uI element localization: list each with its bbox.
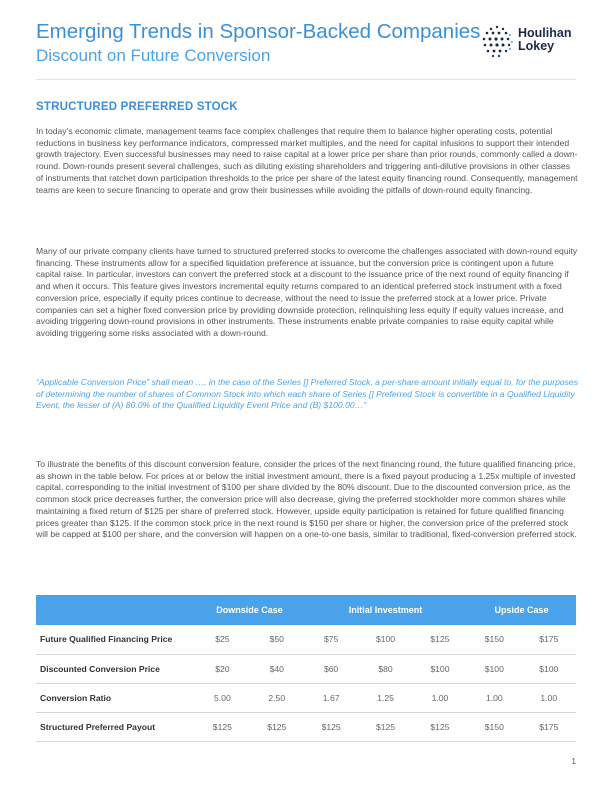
table-cell: $175: [539, 634, 559, 645]
table-cell: $50: [269, 634, 284, 645]
table-row: [36, 625, 576, 654]
table-cell: $150: [484, 721, 504, 732]
header-initial-investment: Initial Investment: [348, 604, 423, 615]
table-row: [36, 683, 576, 712]
table-cell: 1.00: [540, 692, 558, 703]
table-cell: $40: [269, 663, 284, 674]
table-cell: $125: [267, 721, 287, 732]
paragraph-intro: In today’s economic climate, management teams face complex challenges that require them to balance higher operating costs, potential reductions in business key performance indicators, compressed market multiples, and the need for capital infusions to support their intended growth trajectory. Even successful businesses may need to raise capital at a lower price per share than prior rounds, commonly called a down-round. Down-rounds present several challenges, such as diluting existing shareholders and triggering anti-dilutive provisions in other classes of instruments that ratchet down participation thresholds to the price per share of the latest equity financing round. Consequently, management teams are keen to secure financing to operate and grow their businesses while avoiding the pitfalls of down-round equity financing.: [36, 126, 578, 195]
table-cell: 1.25: [377, 692, 394, 703]
houlihan-lokey-logo: [480, 24, 570, 58]
page-number: 1: [571, 757, 576, 766]
table-cell: $100: [484, 663, 504, 674]
header-divider: [36, 79, 576, 80]
table-cell: $20: [215, 663, 230, 674]
paragraph-illustration: To illustrate the benefits of this discount conversion feature, consider the prices of the next financing round, the future qualified financing price, as shown in the table below. For prices at or below the initial investment amount, there is a fixed payout producing a 1.25x multiple of invested capital, corresponding to the initial investment of $100 per share divided by the 80% discount. Due to the discounted conversion price, as the common stock price decreases further, the conversion price will also decrease, giving the preferred stockholder more common shares while maintaining a fixed return of $125 per share of preferred stock. However, upside equity participation is retained for future qualified financing prices greater than $125. If the common stock price in the next round is $150 per share or higher, the conversion price of the preferred stock will be capped at $100 per share, and the conversion will happen on a one-to-one basis, similar to traditional, fixed-conversion preferred stock.: [36, 459, 577, 540]
header-downside-case: Downside Case: [216, 604, 283, 615]
logo-line-2: Lokey: [518, 39, 555, 53]
table-cell: $125: [430, 634, 450, 645]
header-blank: [36, 595, 195, 625]
table-cell: $75: [323, 634, 339, 645]
table-cell: 1.00: [485, 692, 503, 703]
conversion-table: [36, 595, 576, 742]
table-cell: $100: [430, 663, 450, 674]
table-cell: 2.50: [268, 692, 286, 703]
page-subtitle: Discount on Future Conversion: [36, 46, 271, 65]
table-cell: $125: [321, 721, 341, 732]
paragraph-structured-preferred: Many of our private company clients have turned to structured preferred stocks to overcome the challenges associated with down-round equity financing. These instruments allow for a specified liquidation preference at issuance, but the conversion price is contingent upon a future capital raise. In particular, investors can convert the preferred stock at a discount to the issuance price of the next round of equity financing if and when it occurs. This feature gives investors incremental equity returns compared to an identical preferred stock instrument with a fixed conversion price, especially if equity prices continue to decrease, without the need to issue the preferred stock at a lower price. Private companies can set a higher fixed conversion price by providing downside protection, relinquishing less equity if equity values increase, and avoiding triggering down-round provisions in other instruments. These instruments enable private companies to raise equity capital while avoiding triggering some risks associated with a down-round.: [36, 246, 578, 338]
table-cell: 1.00: [431, 692, 449, 703]
table-cell: $175: [539, 721, 559, 732]
globe-dots-icon: [480, 24, 514, 58]
page-title: Emerging Trends in Sponsor-Backed Companies: [36, 20, 481, 43]
table-cell: $150: [484, 634, 504, 645]
table-cell: 5.00: [214, 692, 231, 703]
header-upside-case: Upside Case: [494, 604, 549, 615]
page-header: [36, 20, 576, 80]
section-heading: STRUCTURED PREFERRED STOCK: [36, 101, 238, 113]
table-cell: $125: [430, 721, 450, 732]
table-cell: $125: [212, 721, 232, 732]
table-cell: $25: [215, 634, 230, 645]
table-row: [36, 712, 576, 741]
logo-line-1: Houlihan: [518, 26, 572, 40]
table-cell: 1.67: [322, 692, 340, 703]
table-cell: $100: [375, 634, 396, 645]
row-label: Conversion Ratio: [40, 692, 112, 703]
table-cell: $100: [539, 663, 559, 674]
row-label: Structured Preferred Payout: [40, 721, 156, 732]
table-row: [36, 654, 576, 683]
row-label: Discounted Conversion Price: [40, 663, 160, 674]
table-cell: $125: [375, 721, 396, 732]
table-cell: $80: [378, 663, 393, 674]
quote-applicable-conversion-price: “Applicable Conversion Price” shall mean …, in the case of the Series [] Preferred Stock, a per-share amount initially equal to, for the purposes of determining the number of shares of Common Stock into which each share of Series [] Preferred Stock is convertible in a Qualified Liquidity Event, the lesser of (A) 80.0% of the Qualified Liquidity Event Price and (B) $100.00…”: [36, 377, 578, 411]
table-header-row: [36, 595, 576, 625]
table-cell: $60: [323, 663, 339, 674]
row-label: Future Qualified Financing Price: [40, 634, 173, 645]
logo-text: [518, 27, 571, 53]
